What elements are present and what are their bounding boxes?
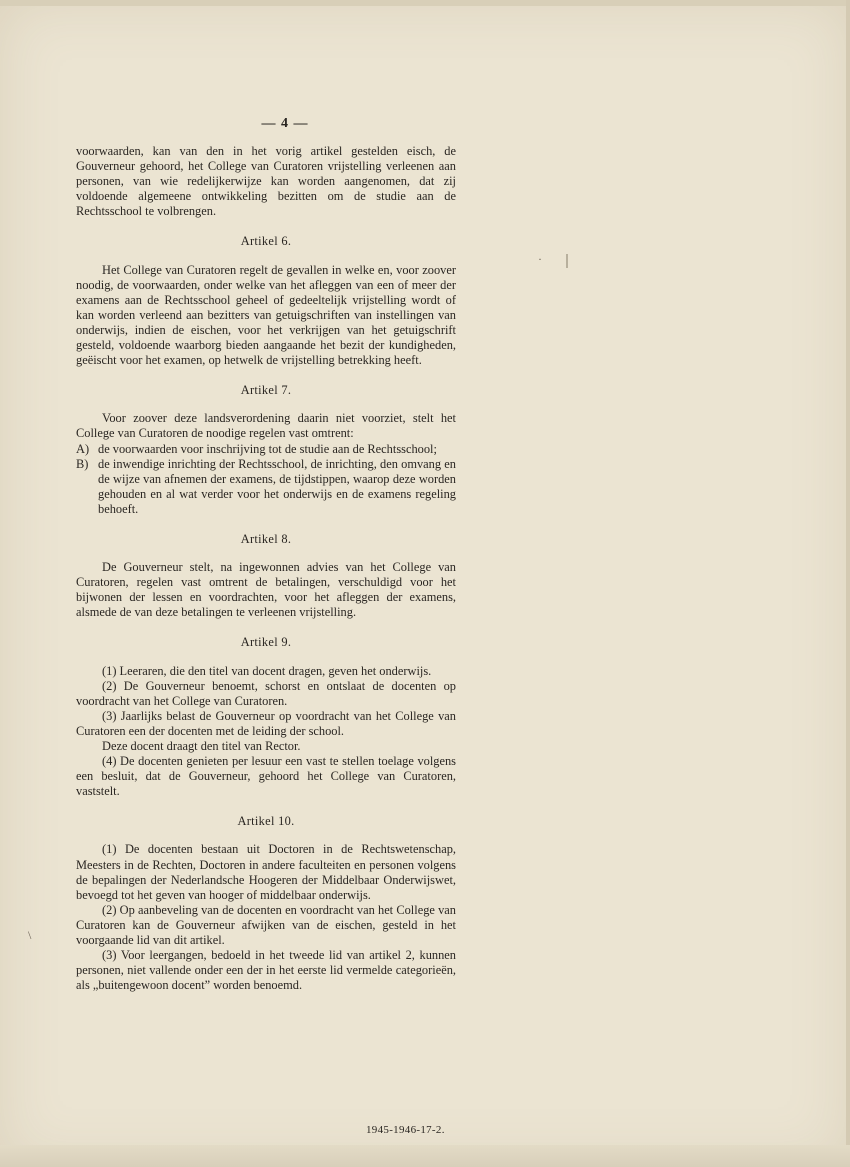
article-8-text: De Gouverneur stelt, na ingewonnen advies van het College van Curatoren, regelen vast omtrent de betalingen, verschuldigd voor het bijwonen der lessen en voordrachten, voor het afleggen der examens, alsmede de van deze betalingen te verleenen vrijstelling. (76, 560, 456, 620)
speck-mark: · (538, 252, 542, 266)
article-7-intro: Voor zoover deze landsverordening daarin niet voorziet, stelt het College van Curatoren de noodige regelen vast omtrent: (76, 411, 456, 441)
article-7-item-b (76, 457, 456, 517)
item-marker: A) (76, 441, 90, 456)
paper-edge-right (846, 0, 850, 1167)
article-10-para-1: (1) De docenten bestaan uit Doctoren in de Rechtswetenschap, Meesters in de Rechten, Doctoren in andere faculteiten en personen volgens de bepalingen der Nederlandsche Hoogeren der Middelbaar Onderwijswet, bevoegd tot het geven van hooger of middelbaar onderwijs. (76, 842, 456, 902)
article-8-heading: Artikel 8. (240, 531, 292, 546)
article-9-para-3: (3) Jaarlijks belast de Gouverneur op voordracht van het College van Curatoren een der docenten met de leiding der school. (76, 708, 456, 738)
item-text: de voorwaarden voor inschrijving tot de studie aan de Rechtsschool; (98, 441, 437, 456)
article-10-para-3: (3) Voor leergangen, bedoeld in het tweede lid van artikel 2, kunnen personen, niet vallende onder een der in het eerste lid vermelde categorieën, als „buitengewoon docent” worden benoemd. (76, 948, 456, 993)
article-6-heading: Artikel 6. (240, 234, 292, 249)
intro-paragraph: voorwaarden, kan van den in het vorig artikel gestelden eisch, de Gouverneur gehoord, het College van Curatoren vrijstelling verleenen aan personen, van wie redelijkerwijze kan worden aangenomen, dat zij voldoende algemeene ontwikkeling bezitten om de studie aan de Rechtsschool te volbrengen. (76, 144, 456, 219)
article-7-item-a (76, 442, 456, 457)
page-number: — 4 — (261, 116, 309, 131)
article-7-heading: Artikel 7. (240, 383, 292, 398)
paper-edge-top (0, 0, 850, 6)
article-10-heading: Artikel 10. (237, 814, 295, 829)
article-9-heading: Artikel 9. (240, 635, 292, 650)
item-marker: B) (76, 456, 89, 471)
margin-mark: \ (28, 928, 32, 942)
article-9-para-4: (4) De docenten genieten per lesuur een vast te stellen toelage volgens een besluit, dat de Gouverneur, gehoord het College van Curatoren, vaststelt. (76, 754, 456, 799)
item-text: de inwendige inrichting der Rechtsschool, de inrichting, den omvang en de wijze van afnemen der examens, de tijdstippen, waarop deze worden gehouden en al wat verder voor het onderwijs en de examens regeling behoeft. (98, 456, 456, 516)
document-body (76, 144, 456, 993)
article-6-text: Het College van Curatoren regelt de gevallen in welke en, voor zoover noodig, de voorwaarden, onder welke van het afleggen van een of meer der examens aan de Rechtsschool geheel of gedeeltelijk vrijstelling wordt of kan worden verleend aan bezitters van getuigschriften van instellingen van onderwijs, indien de eischen, voor het verkrijgen van het getuigschrift gesteld, voldoende waarborg bieden aangaande het bezit der kundigheden, geëischt voor het examen, op hetwelk de vrijstelling betrekking heeft. (76, 262, 456, 368)
article-9-para-3b: Deze docent draagt den titel van Rector. (102, 739, 301, 753)
article-10-para-2: (2) Op aanbeveling van de docenten en voordracht van het College van Curatoren kan de Gouverneur afwijken van de eischen, gesteld in het voorgaande lid van dit artikel. (76, 902, 456, 948)
print-reference: 1945-1946-17-2. (366, 1124, 445, 1136)
article-9-para-1: (1) Leeraren, die den titel van docent dragen, geven het onderwijs. (102, 663, 432, 678)
article-9-para-2: (2) De Gouverneur benoemt, schorst en ontslaat de docenten op voordracht van het College van Curatoren. (76, 678, 456, 708)
paper-edge-bottom (0, 1145, 850, 1167)
ink-speck (566, 254, 568, 268)
